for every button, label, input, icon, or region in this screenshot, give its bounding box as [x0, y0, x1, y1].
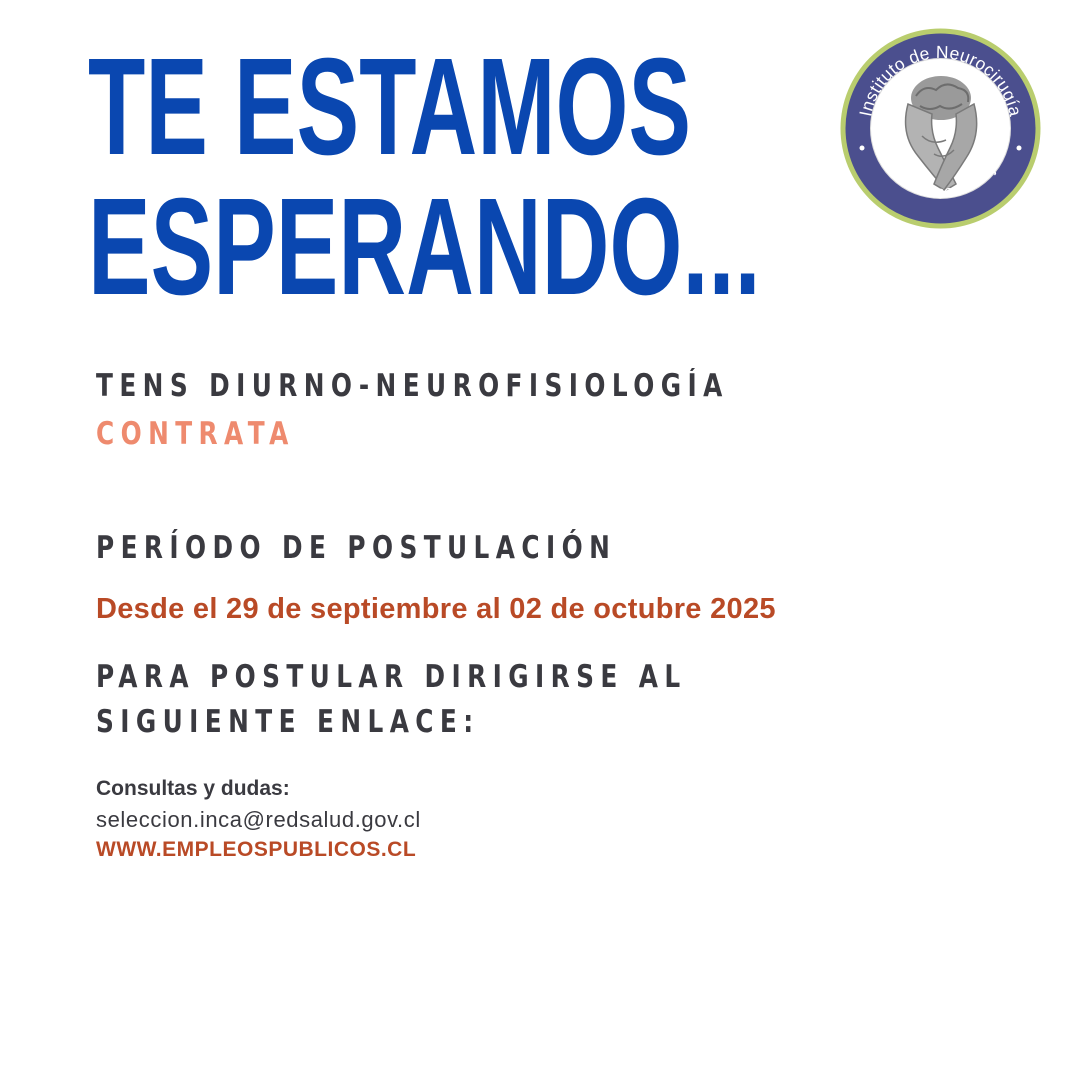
job-title: TENS DIURNO-NEUROFISIOLOGÍA: [96, 368, 729, 404]
application-period-label: PERÍODO DE POSTULACIÓN: [96, 530, 617, 566]
institute-logo: [838, 26, 1043, 231]
logo-bottom-text: Dr. Alfonso Asenjo: [877, 152, 1004, 203]
institute-logo-seal: [838, 26, 1043, 231]
logo-dot-left: [860, 146, 865, 151]
website-link: WWW.EMPLEOSPUBLICOS.CL: [96, 838, 417, 861]
contact-email: seleccion.inca@redsalud.gov.cl: [96, 807, 421, 832]
contract-type: CONTRATA: [96, 416, 295, 452]
headline-line-1: TE ESTAMOS: [88, 30, 692, 184]
logo-dot-right: [1017, 146, 1022, 151]
apply-instructions-line-2: SIGUIENTE ENLACE:: [96, 704, 480, 740]
apply-instructions-line-1: PARA POSTULAR DIRIGIRSE AL: [96, 659, 687, 695]
headline-line-2: ESPERANDO...: [88, 170, 761, 324]
application-dates: Desde el 29 de septiembre al 02 de octubre 2025: [96, 593, 776, 625]
contact-label: Consultas y dudas:: [96, 777, 290, 800]
logo-top-text: Instituto de Neurocirugía: [855, 41, 1026, 119]
